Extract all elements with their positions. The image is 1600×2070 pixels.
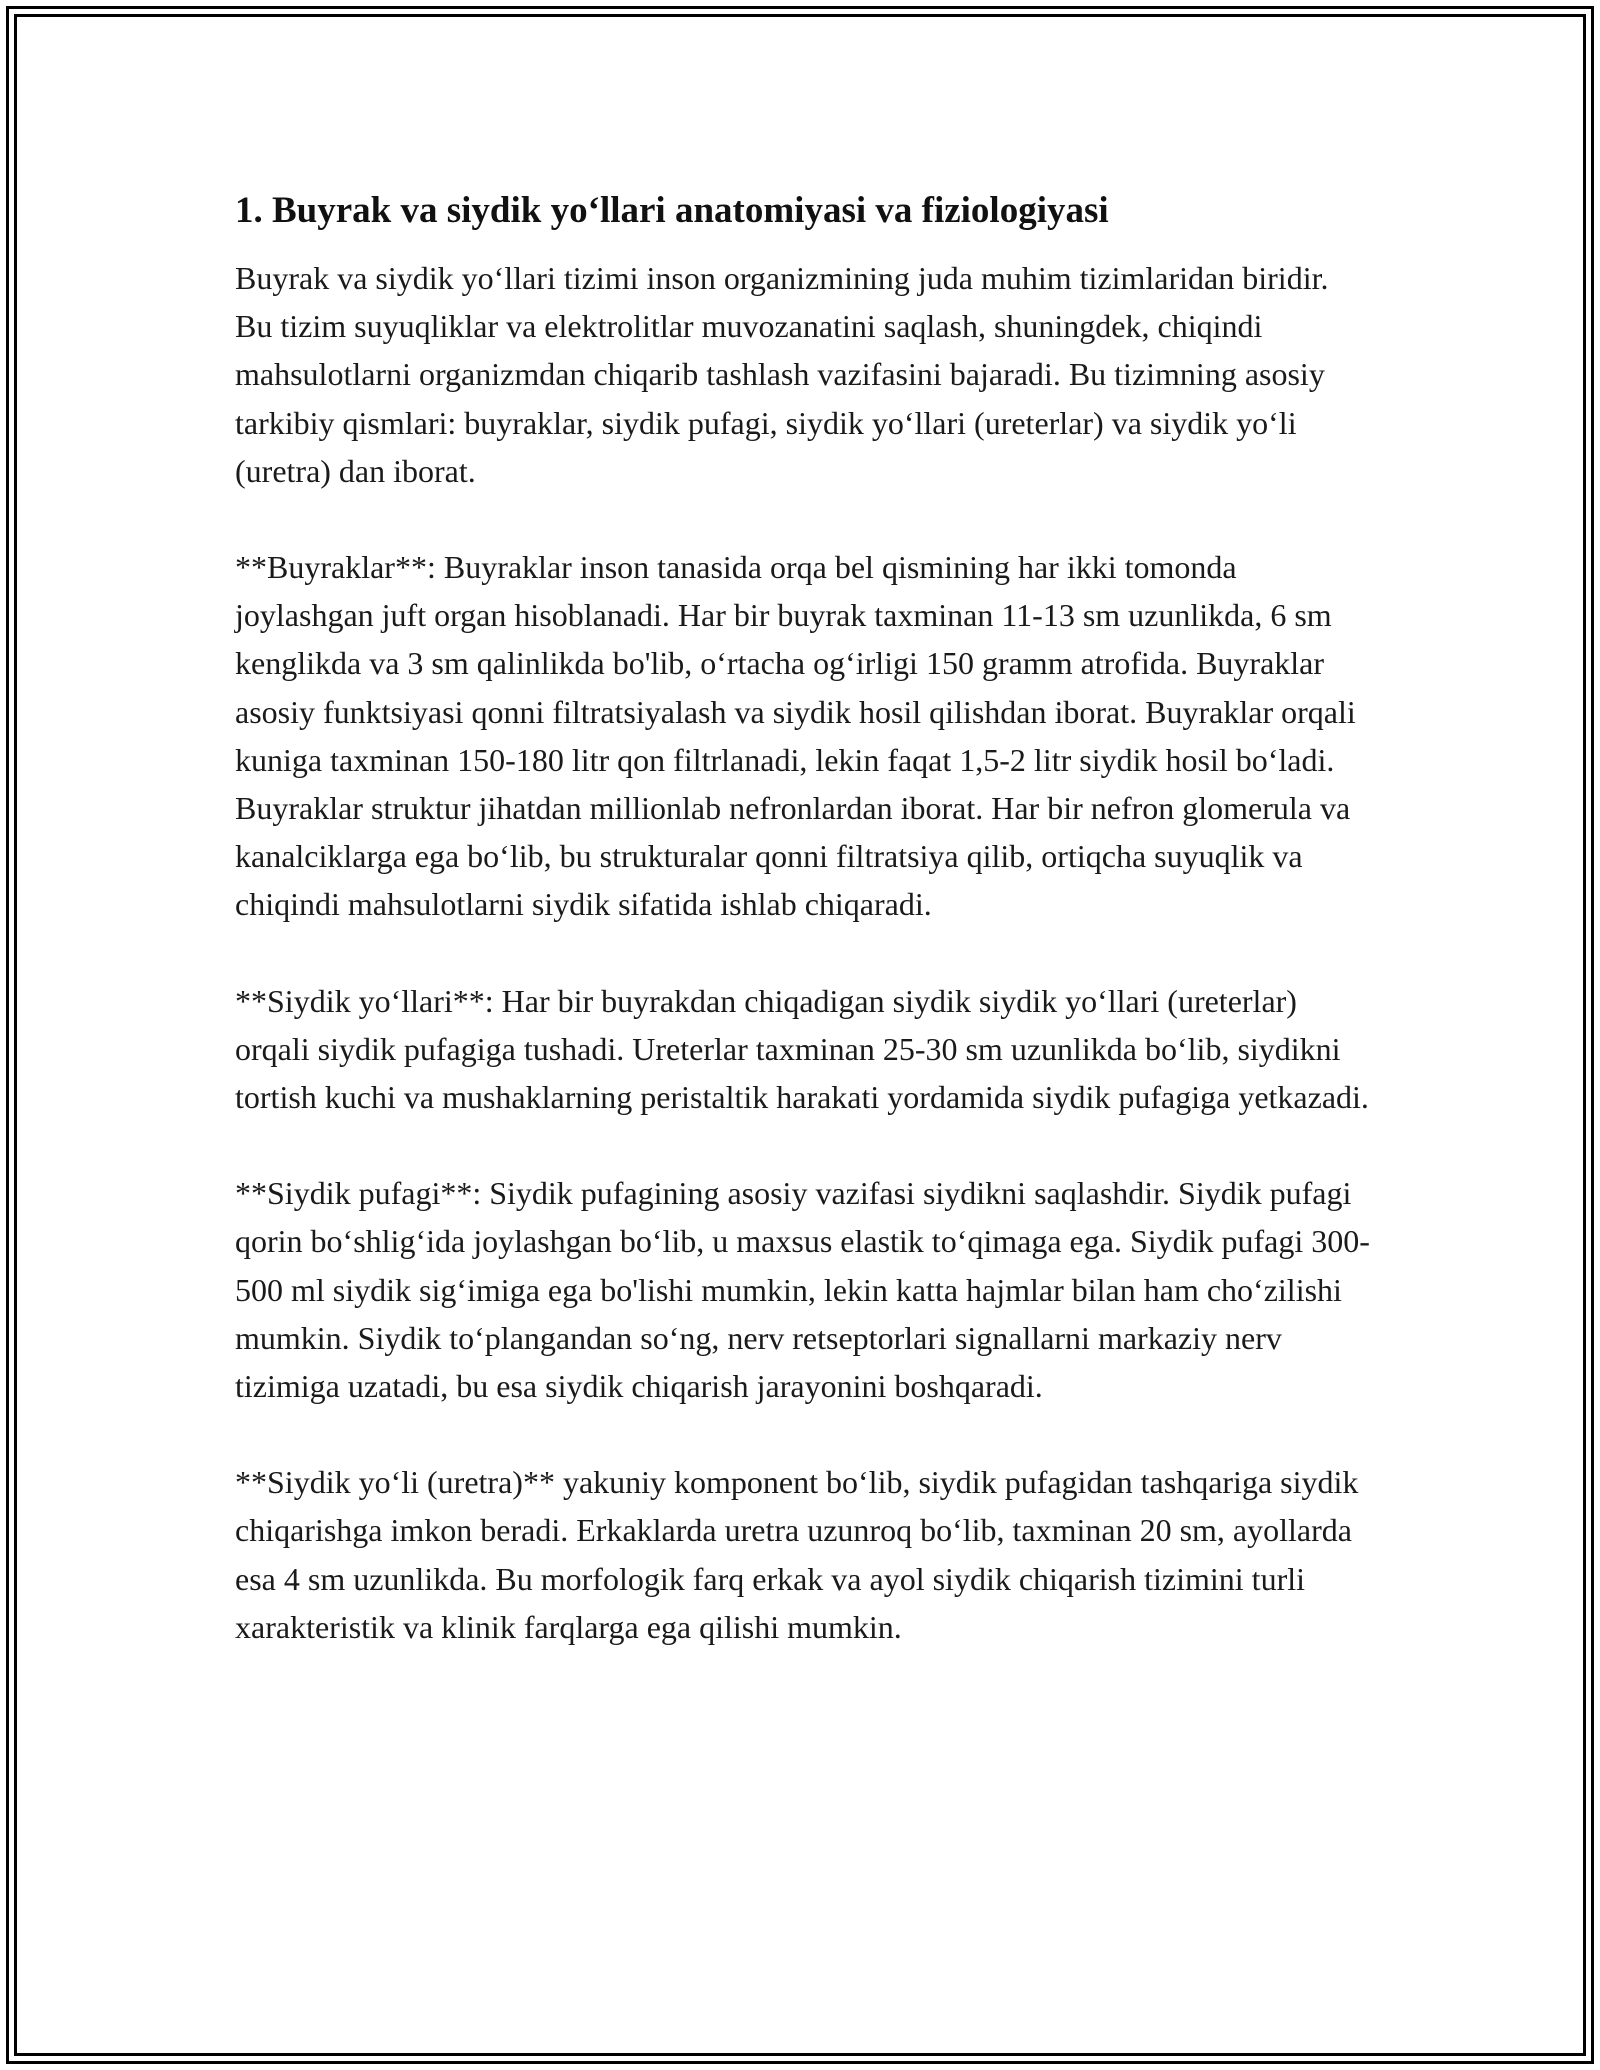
paragraph-ureters: **Siydik yo‘llari**: Har bir buyrakdan chiqadigan siydik siydik yo‘llari (ureterlar) orqali siydik pufagiga tushadi. Ureterlar taxminan 25-30 sm uzunlikda bo‘lib, siydikni tortish kuchi va mushaklarning peristaltik harakati yordamida siydik pufagiga yetkazadi. xyxy=(235,982,1369,1116)
paragraph-urethra: **Siydik yo‘li (uretra)** yakuniy komponent bo‘lib, siydik pufagidan tashqariga siydik chiqarishga imkon beradi. Erkaklarda uretra uzunroq bo‘lib, taxminan 20 sm, ayollarda esa 4 sm uzunlikda. Bu morfologik farq erkak va ayol siydik chiqarish tizimini turli xarakteristik va klinik farqlarga ega qilishi mumkin. xyxy=(235,1464,1359,1645)
section-title: 1. Buyrak va siydik yo‘llari anatomiyasi va fiziologiyasi xyxy=(235,190,1109,231)
paragraph-intro: Buyrak va siydik yo‘llari tizimi inson organizmining juda muhim tizimlaridan biridir. Bu tizim suyuqliklar va elektrolitlar muvozanatini saqlash, shuningdek, chiqindi mahsulotlarni organizmdan chiqarib tashlash vazifasini bajaradi. Bu tizimning asosiy tarkibiy qismlari: buyraklar, siydik pufagi, siydik yo‘llari (ureterlar) va siydik yo‘li (uretra) dan iborat. xyxy=(235,260,1329,489)
paragraph-bladder: **Siydik pufagi**: Siydik pufagining asosiy vazifasi siydikni saqlashdir. Siydik pufagi qorin bo‘shlig‘ida joylashgan bo‘lib, u maxsus elastik to‘qimaga ega. Siydik pufagi 300-500 ml siydik sig‘imiga ega bo'lishi mumkin, lekin katta hajmlar bilan ham cho‘zilishi mumkin. Siydik to‘plangandan so‘ng, nerv retseptorlari signallarni markaziy nerv tizimiga uzatadi, bu esa siydik chiqarish jarayonini boshqaradi. xyxy=(235,1175,1370,1405)
document-body xyxy=(235,186,1370,1699)
paragraph-kidneys: **Buyraklar**: Buyraklar inson tanasida orqa bel qismining har ikki tomonda joylashgan juft organ hisoblanadi. Har bir buyrak taxminan 11-13 sm uzunlikda, 6 sm kenglikda va 3 sm qalinlikda bo'lib, o‘rtacha og‘irligi 150 gramm atrofida. Buyraklar asosiy funktsiyasi qonni filtratsiyalash va siydik hosil qilishdan iborat. Buyraklar orqali kuniga taxminan 150-180 litr qon filtrlanadi, lekin faqat 1,5-2 litr siydik hosil bo‘ladi. Buyraklar struktur jihatdan millionlab nefronlardan iborat. Har bir nefron glomerula va kanalciklarga ega bo‘lib, bu strukturalar qonni filtratsiya qilib, ortiqcha suyuqlik va chiqindi mahsulotlarni siydik sifatida ishlab chiqaradi. xyxy=(235,549,1356,923)
